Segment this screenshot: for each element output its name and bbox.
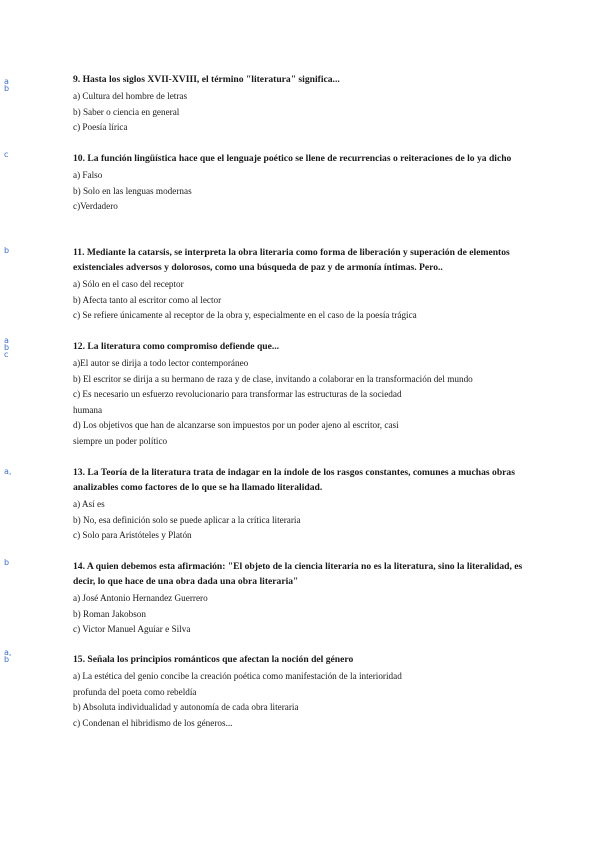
answer-option: humana (73, 404, 103, 415)
answer-option: b) Saber o ciencia en general (73, 106, 180, 117)
question-text: 12. La literatura como compromiso defiende que... (73, 341, 280, 352)
question-text: 15. Señala los principios románticos que afectan la noción del género (73, 654, 354, 665)
answer-option: b) Afecta tanto al escritor como al lector (73, 294, 222, 305)
answer-option: a) Así es (73, 499, 105, 509)
answer-option: a)El autor se dirija a todo lector contemporáneo (73, 358, 249, 368)
answer-option: c) Solo para Aristóteles y Platón (73, 530, 192, 540)
answer-option: b) No, esa definición solo se puede aplicar a la crítica literaria (73, 514, 301, 525)
answer-option: a) Falso (73, 170, 103, 180)
answer-option: c) Victor Manuel Aguiar e Silva (73, 624, 191, 634)
answer-option: d) Los objetivos que han de alcanzarse son impuestos por un poder ajeno al escritor, casi (73, 420, 399, 430)
question-block (73, 245, 523, 324)
answer-option: b) Solo en las lenguas modernas (73, 185, 192, 196)
handwritten-answer-note: a, b (4, 648, 12, 664)
answer-option: a) Cultura del hombre de letras (73, 91, 188, 101)
question-block (73, 339, 523, 449)
answer-option: siempre un poder político (73, 435, 168, 446)
handwritten-answer-note: a b (4, 77, 10, 93)
question-text: 13. La Teoría de la literatura trata de indagar en la índole de los rasgos constantes, comunes a muchas obras analizables como factores de lo que se ha llamado literalidad. (73, 467, 515, 493)
question-text: 9. Hasta los siglos XVII-XVIII, el término "literatura" significa... (73, 74, 340, 85)
question-text: 10. La función lingüística hace que el lenguaje poético se llene de recurrencias o reiteraciones de lo ya dicho (73, 153, 512, 164)
answer-option: c)Verdadero (73, 201, 118, 211)
question-text: 11. Mediante la catarsis, se interpreta la obra literaria como forma de liberación y superación de elementos existenciales adversos y dolorosos, como una búsqueda de paz y de armonía íntimas. Pero.. (73, 247, 510, 273)
answer-option: b) El escritor se dirija a su hermano de raza y de clase, invitando a colaborar en la transformación del mundo (73, 373, 473, 384)
question-block (73, 652, 523, 731)
answer-option: b) Roman Jakobson (73, 608, 146, 619)
answer-option: profunda del poeta como rebeldía (73, 686, 197, 697)
handwritten-answer-note: b (4, 246, 10, 255)
question-text: 14. A quien debemos esta afirmación: "El objeto de la ciencia literaria no es la literatura, sino la literalidad, es decir, lo que hace de una obra dada una obra literaria" (73, 561, 523, 587)
answer-option: c) Es necesario un esfuerzo revolucionario para transformar las estructuras de la sociedad (73, 389, 402, 399)
handwritten-answer-note: a, (4, 467, 12, 476)
question-block (73, 465, 523, 544)
answer-option: c) Poesía lírica (73, 122, 128, 132)
answer-option: c) Se refiere únicamente al receptor de la obra y, especialmente en el caso de la poesía trágica (73, 310, 417, 320)
answer-option: a) La estética del genio concibe la creación poética como manifestación de la interioridad (73, 671, 402, 681)
handwritten-answer-note: c (4, 150, 9, 159)
handwritten-answer-note: b (4, 558, 10, 567)
question-block (73, 151, 523, 215)
question-block (73, 72, 523, 136)
question-block (73, 559, 523, 638)
answer-option: c) Condenan el hibridismo de los géneros... (73, 717, 233, 728)
handwritten-answer-note: a b c (4, 336, 10, 359)
answer-option: a) José Antonio Hernandez Guerrero (73, 593, 208, 603)
answer-option: b) Absoluta individualidad y autonomía de cada obra literaria (73, 702, 299, 712)
answer-option: a) Sólo en el caso del receptor (73, 279, 184, 289)
